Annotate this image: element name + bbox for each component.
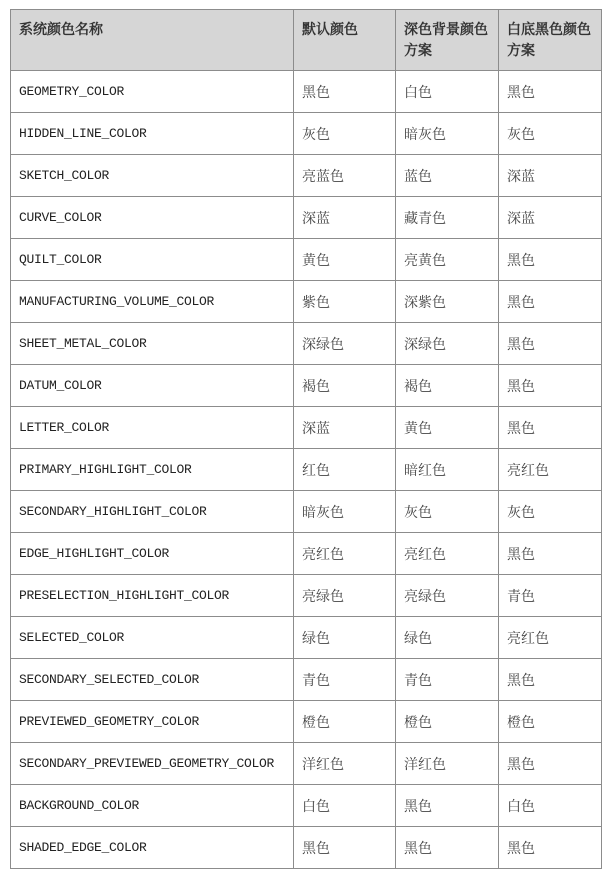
cell-default-color: 灰色: [294, 113, 396, 155]
cell-system-color-name: SHADED_EDGE_COLOR: [11, 827, 294, 869]
cell-default-color: 绿色: [294, 617, 396, 659]
cell-white-background-color: 青色: [499, 575, 602, 617]
cell-default-color: 深蓝: [294, 197, 396, 239]
cell-default-color: 黑色: [294, 827, 396, 869]
cell-dark-background-color: 暗灰色: [396, 113, 499, 155]
cell-dark-background-color: 亮黄色: [396, 239, 499, 281]
cell-default-color: 黑色: [294, 71, 396, 113]
cell-white-background-color: 深蓝: [499, 155, 602, 197]
cell-default-color: 亮红色: [294, 533, 396, 575]
table-row: [11, 617, 602, 659]
table-row: [11, 155, 602, 197]
cell-system-color-name: QUILT_COLOR: [11, 239, 294, 281]
table-row: [11, 365, 602, 407]
table-row: [11, 281, 602, 323]
cell-white-background-color: 深蓝: [499, 197, 602, 239]
cell-dark-background-color: 深绿色: [396, 323, 499, 365]
cell-system-color-name: HIDDEN_LINE_COLOR: [11, 113, 294, 155]
header-row: [11, 10, 602, 71]
cell-default-color: 黄色: [294, 239, 396, 281]
cell-dark-background-color: 绿色: [396, 617, 499, 659]
header-dark-background-scheme: 深色背景颜色方案: [396, 10, 499, 71]
cell-system-color-name: PRIMARY_HIGHLIGHT_COLOR: [11, 449, 294, 491]
cell-white-background-color: 黑色: [499, 743, 602, 785]
cell-dark-background-color: 黄色: [396, 407, 499, 449]
cell-white-background-color: 黑色: [499, 365, 602, 407]
cell-white-background-color: 白色: [499, 785, 602, 827]
cell-dark-background-color: 暗红色: [396, 449, 499, 491]
table-row: [11, 827, 602, 869]
cell-system-color-name: SELECTED_COLOR: [11, 617, 294, 659]
cell-default-color: 深蓝: [294, 407, 396, 449]
table-row: [11, 533, 602, 575]
cell-default-color: 暗灰色: [294, 491, 396, 533]
cell-dark-background-color: 深紫色: [396, 281, 499, 323]
cell-system-color-name: GEOMETRY_COLOR: [11, 71, 294, 113]
table-row: [11, 701, 602, 743]
table-row: [11, 575, 602, 617]
table-row: [11, 659, 602, 701]
header-system-color-name: 系统颜色名称: [11, 10, 294, 71]
cell-default-color: 褐色: [294, 365, 396, 407]
cell-white-background-color: 黑色: [499, 281, 602, 323]
cell-default-color: 深绿色: [294, 323, 396, 365]
cell-dark-background-color: 藏青色: [396, 197, 499, 239]
header-white-background-black-scheme: 白底黑色颜色方案: [499, 10, 602, 71]
cell-system-color-name: SECONDARY_HIGHLIGHT_COLOR: [11, 491, 294, 533]
cell-dark-background-color: 青色: [396, 659, 499, 701]
cell-white-background-color: 黑色: [499, 71, 602, 113]
cell-system-color-name: SKETCH_COLOR: [11, 155, 294, 197]
cell-white-background-color: 灰色: [499, 113, 602, 155]
cell-white-background-color: 黑色: [499, 407, 602, 449]
cell-system-color-name: SECONDARY_PREVIEWED_GEOMETRY_COLOR: [11, 743, 294, 785]
cell-default-color: 亮蓝色: [294, 155, 396, 197]
cell-system-color-name: CURVE_COLOR: [11, 197, 294, 239]
cell-white-background-color: 亮红色: [499, 449, 602, 491]
cell-white-background-color: 灰色: [499, 491, 602, 533]
cell-dark-background-color: 黑色: [396, 827, 499, 869]
cell-system-color-name: DATUM_COLOR: [11, 365, 294, 407]
table-row: [11, 407, 602, 449]
cell-system-color-name: SHEET_METAL_COLOR: [11, 323, 294, 365]
cell-dark-background-color: 洋红色: [396, 743, 499, 785]
table-row: [11, 449, 602, 491]
table-row: [11, 323, 602, 365]
cell-dark-background-color: 亮绿色: [396, 575, 499, 617]
cell-default-color: 紫色: [294, 281, 396, 323]
cell-dark-background-color: 白色: [396, 71, 499, 113]
cell-white-background-color: 黑色: [499, 323, 602, 365]
table-row: [11, 71, 602, 113]
cell-system-color-name: PREVIEWED_GEOMETRY_COLOR: [11, 701, 294, 743]
cell-white-background-color: 亮红色: [499, 617, 602, 659]
cell-system-color-name: BACKGROUND_COLOR: [11, 785, 294, 827]
cell-default-color: 青色: [294, 659, 396, 701]
cell-white-background-color: 橙色: [499, 701, 602, 743]
system-color-table: [10, 9, 602, 869]
table-row: [11, 113, 602, 155]
cell-system-color-name: SECONDARY_SELECTED_COLOR: [11, 659, 294, 701]
cell-system-color-name: PRESELECTION_HIGHLIGHT_COLOR: [11, 575, 294, 617]
cell-dark-background-color: 橙色: [396, 701, 499, 743]
table-row: [11, 197, 602, 239]
cell-system-color-name: LETTER_COLOR: [11, 407, 294, 449]
cell-white-background-color: 黑色: [499, 827, 602, 869]
cell-default-color: 洋红色: [294, 743, 396, 785]
cell-default-color: 红色: [294, 449, 396, 491]
cell-system-color-name: EDGE_HIGHLIGHT_COLOR: [11, 533, 294, 575]
cell-dark-background-color: 灰色: [396, 491, 499, 533]
cell-white-background-color: 黑色: [499, 239, 602, 281]
cell-dark-background-color: 褐色: [396, 365, 499, 407]
cell-white-background-color: 黑色: [499, 659, 602, 701]
cell-default-color: 白色: [294, 785, 396, 827]
table-row: [11, 239, 602, 281]
table-body: [11, 71, 602, 869]
cell-dark-background-color: 亮红色: [396, 533, 499, 575]
header-default-color: 默认颜色: [294, 10, 396, 71]
table-row: [11, 785, 602, 827]
cell-dark-background-color: 蓝色: [396, 155, 499, 197]
table-row: [11, 743, 602, 785]
cell-default-color: 亮绿色: [294, 575, 396, 617]
table-row: [11, 491, 602, 533]
cell-system-color-name: MANUFACTURING_VOLUME_COLOR: [11, 281, 294, 323]
cell-dark-background-color: 黑色: [396, 785, 499, 827]
cell-white-background-color: 黑色: [499, 533, 602, 575]
cell-default-color: 橙色: [294, 701, 396, 743]
